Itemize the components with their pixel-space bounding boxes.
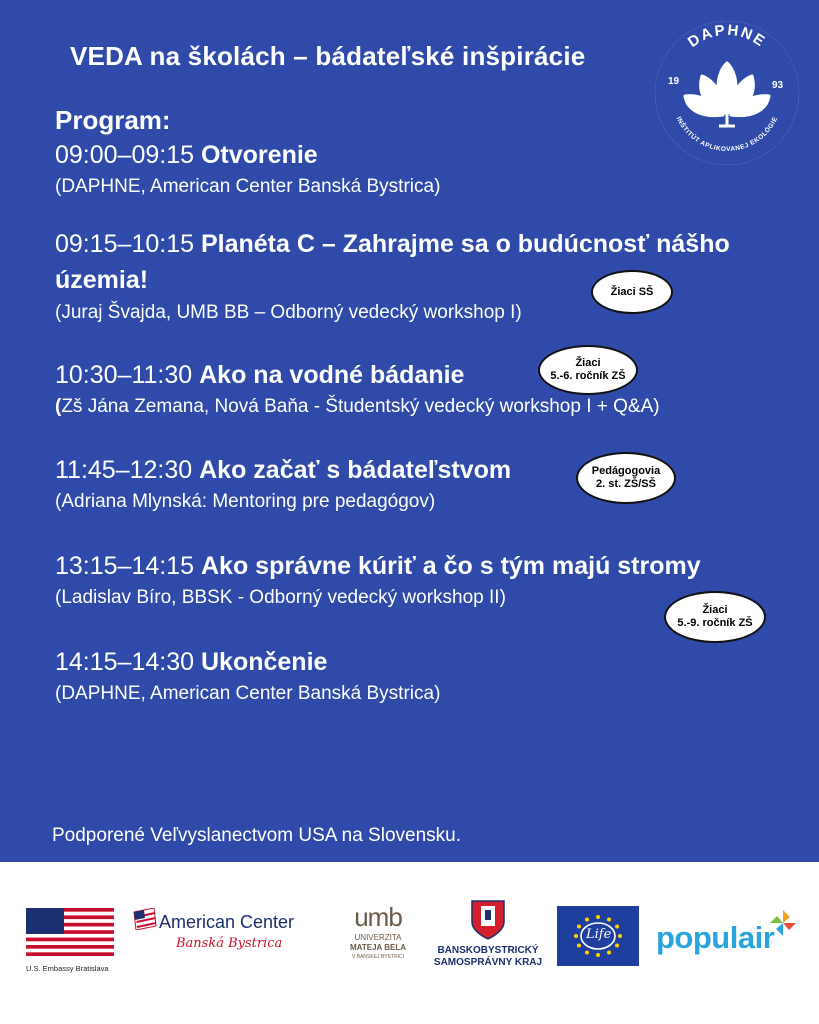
umb-wordmark: umb [354,902,402,932]
bbsk-logo [432,900,544,976]
american-center-label: American Center [159,912,295,932]
eu-star [615,944,619,948]
eu-life-logo [557,906,639,966]
program-item [55,646,795,707]
audience-badge [664,591,766,643]
eu-star [577,925,581,929]
item-time: 11:45–12:30 [55,456,193,484]
badge-line1: Pedágogovia [591,465,661,477]
item-title: Planéta C – Zahrajme sa o budúcnosť nášho územia! [55,230,730,294]
eu-star [585,918,589,922]
bbsk-line1: BANSKOBYSTRICKÝ [437,945,539,956]
audience-badge [538,345,638,395]
item-detail: (Ladislav Bíro, BBSK - Odborný vedecký workshop II) [55,587,506,608]
logo-year-left: 19 [668,76,680,87]
life-label: Life [586,927,612,942]
eu-star [585,950,589,954]
logo-name: DAPHNE [684,21,770,51]
badge-line2: 2. st. ZŠ/SŠ [596,478,656,490]
american-center-logo [132,908,322,968]
item-time: 13:15–14:15 [55,552,195,580]
us-flag-icon [26,908,114,956]
item-title: Ukončenie [200,648,328,676]
bbsk-line2: SAMOSPRÁVNY KRAJ [433,957,543,968]
eu-star [615,925,619,929]
program-item [55,454,795,515]
eu-star [577,944,581,948]
umb-line2: MATEJA BELA [350,943,406,952]
item-detail: (Juraj Švajda, UMB BB – Odborný vedecký workshop I) [55,302,522,323]
program-item [55,226,795,326]
populair-logo [656,906,806,966]
item-detail: Zš Jána Zemana, Nová Baňa - Študentský vedecký workshop I + Q&A) [61,396,660,417]
logo-year-right: 93 [772,80,784,91]
audience-badge [576,452,676,504]
eu-star [607,950,611,954]
page-title: VEDA na školách – bádateľské inšpirácie [70,41,586,71]
item-title: Otvorenie [200,141,318,169]
badge-line1: Žiaci [702,604,728,616]
us-embassy-logo [26,908,114,973]
badge-line2: 5.-6. ročník ZŠ [550,370,626,382]
eu-star [607,918,611,922]
eu-star [596,915,600,919]
support-note: Podporené Veľvyslanectvom USA na Slovensku. [52,825,462,846]
sponsor-logos [0,862,819,1024]
item-detail-paren: ( [55,396,62,417]
flag-star-icon [132,908,158,930]
american-center-sub: Banská Bystrica [176,936,283,951]
item-time: 09:00–09:15 [55,141,195,169]
item-title: Ako správne kúriť a čo s tým majú stromy [200,552,701,580]
eu-star [618,934,622,938]
badge-line2: 5.-9. ročník ZŠ [677,617,753,629]
us-embassy-label: U.S. Embassy Bratislava [26,964,109,973]
item-time: 14:15–14:30 [55,648,195,676]
item-time: 10:30–11:30 [55,361,193,389]
item-title: Ako na vodné bádanie [199,361,465,389]
badge-line1: Žiaci SŠ [610,285,654,298]
coat-of-arms-icon [471,900,505,940]
item-detail: (Adriana Mlynská: Mentoring pre pedagógov) [55,491,436,512]
badge-line1: Žiaci [575,357,601,369]
eu-star [574,934,578,938]
item-detail: (DAPHNE, American Center Banská Bystrica) [55,683,441,704]
program-item [55,359,795,420]
umb-line3: V BANSKEJ BYSTRICI [352,954,404,960]
eu-star [596,953,600,957]
populair-wordmark: populair [656,920,775,955]
item-title: Ako začať s bádateľstvom [199,456,512,484]
umb-line1: UNIVERZITA [354,933,402,942]
item-time: 09:15–10:15 [55,230,195,258]
item-detail: (DAPHNE, American Center Banská Bystrica) [55,176,441,197]
audience-badge [591,270,673,314]
program-heading: Program: [55,105,171,135]
program-item [55,139,795,200]
logo-subtitle: INŠTITÚT APLIKOVANEJ EKOLÓGIE [674,115,780,154]
umb-logo [338,902,418,972]
